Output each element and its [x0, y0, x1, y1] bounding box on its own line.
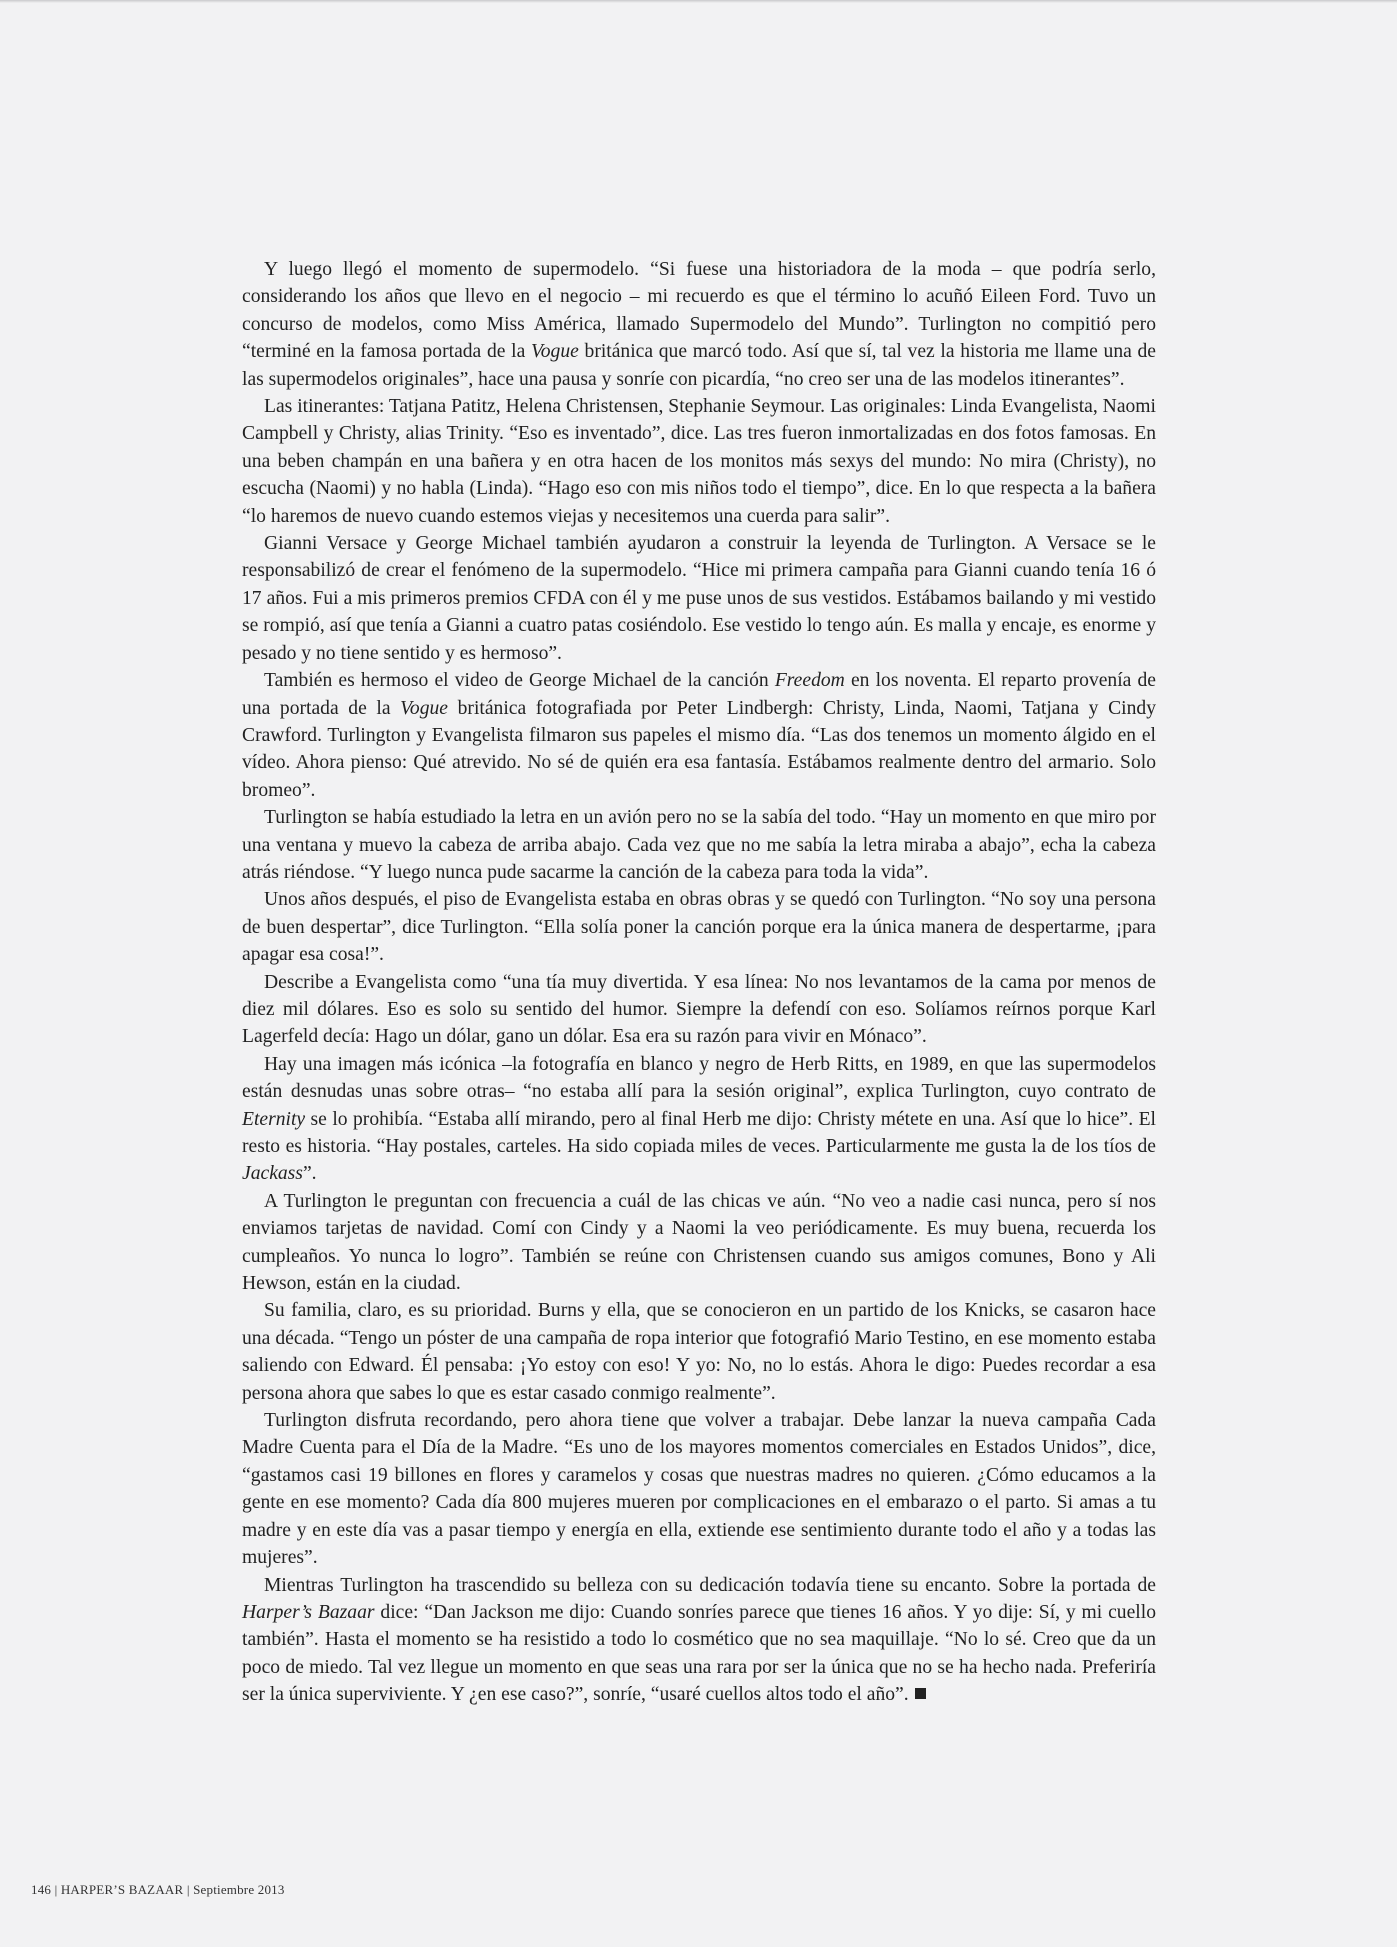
article-paragraph [242, 1572, 1156, 1709]
page-footer [31, 1882, 285, 1898]
article-paragraph [242, 530, 1156, 667]
paragraph-text: Mientras Turlington ha trascendido su belleza con su dedicación todavía tiene su encanto. Sobre la portada de [264, 1574, 1156, 1596]
article-paragraph [242, 804, 1156, 886]
paragraph-text: en los noventa. El reparto provenía de una portada de la [242, 670, 1157, 719]
magazine-name: HARPER’S BAZAAR [60, 1882, 184, 1897]
paragraph-text: También es hermoso el video de George Michael de la canción [264, 670, 775, 692]
article-paragraph [242, 1407, 1156, 1571]
issue-date: Septiembre 2013 [193, 1882, 285, 1897]
italic-title: Eternity [242, 1108, 306, 1130]
paragraph-text: Unos años después, el piso de Evangelista estaba en obras obras y se quedó con Turlington. “No soy una persona de buen despertar”, dice Turlington. “Ella solía poner la canción porque era la única manera de despertarme, ¡para apagar esa cosa!”. [242, 889, 1156, 966]
footer-separator: | [186, 1882, 190, 1897]
article-body [242, 256, 1156, 1709]
italic-title: Harper’s Bazaar [242, 1601, 375, 1623]
italic-title: Vogue [400, 697, 449, 719]
paragraph-text: dice: “Dan Jackson me dijo: Cuando sonríes parece que tienes 16 años. Y yo dije: Sí, y mi cuello también”. Hasta el momento se ha resistido a todo lo cosmético que no sea maquillaje. “No lo sé. Creo que da un poco de miedo. Tal vez llegue un momento en que seas una rara por ser la única que no se ha hecho nada. Preferiría ser la única superviviente. Y ¿en ese caso?”, sonríe, “usaré cuellos altos todo el año”. [242, 1601, 1156, 1706]
paragraph-text: A Turlington le preguntan con frecuencia a cuál de las chicas ve aún. “No veo a nadie casi nunca, pero sí nos enviamos tarjetas de navidad. Comí con Cindy y a Naomi la veo periódicamente. Es muy buena, recuerda los cumpleaños. Yo nunca lo logro”. También se reúne con Christensen cuando sus amigos comunes, Bono y Ali Hewson, están en la ciudad. [242, 1190, 1156, 1295]
paragraph-text: Su familia, claro, es su prioridad. Burns y ella, que se conocieron en un partido de los Knicks, se casaron hace una década. “Tengo un póster de una campaña de ropa interior que fotografió Mario Testino, en ese momento estaba saliendo con Edward. Él pensaba: ¡Yo estoy con eso! Y yo: No, no lo estás. Ahora le digo: Puedes recordar a esa persona ahora que sabes lo que es estar casado conmigo realmente”. [242, 1300, 1156, 1404]
paragraph-text: británica fotografiada por Peter Lindbergh: Christy, Linda, Naomi, Tatjana y Cindy Crawford. Turlington y Evangelista filmaron sus papeles el mismo día. “Las dos tenemos un momento álgido en el vídeo. Ahora pienso: Qué atrevido. No sé de quién era esa fantasía. Estábamos realmente dentro del armario. Solo bromeo”. [242, 697, 1156, 801]
paragraph-text: Turlington se había estudiado la letra en un avión pero no se la sabía del todo. “Hay un momento en que miro por una ventana y muevo la cabeza de arriba abajo. Cada vez que no me sabía la letra miraba a abajo”, echa la cabeza atrás riéndose. “Y luego nunca pude sacarme la canción de la cabeza para toda la vida”. [242, 807, 1156, 883]
paragraph-text: Las itinerantes: Tatjana Patitz, Helena Christensen, Stephanie Seymour. Las originales: Linda Evangelista, Naomi Campbell y Christy, alias Trinity. “Eso es inventado”, dice. Las tres fueron inmortalizadas en dos fotos famosas. En una beben champán en una bañera y en otra hacen de los monitos más sexys del mundo: No mira (Christy), no escucha (Naomi) y no habla (Linda). “Hago eso con mis niños todo el tiempo”, dice. En lo que respecta a la bañera “lo haremos de nuevo cuando estemos viejas y necesitemos una cuerda para salir”. [242, 396, 1156, 527]
scan-edge-shadow [0, 0, 1397, 3]
paragraph-text: Turlington disfruta recordando, pero ahora tiene que volver a trabajar. Debe lanzar la nueva campaña Cada Madre Cuenta para el Día de la Madre. “Es uno de los mayores momentos comerciales en Estados Unidos”, dice, “gastamos casi 19 billones en flores y caramelos y cosas que nuestras madres no quieren. ¿Cómo educamos a la gente en ese momento? Cada día 800 mujeres mueren por complicaciones en el embarazo o el parto. Si amas a tu madre y en este día vas a pasar tiempo y energía en ella, extiende ese sentimiento durante todo el año y a todas las mujeres”. [242, 1410, 1156, 1569]
paragraph-text: ”. [302, 1163, 317, 1185]
article-paragraph [242, 1188, 1156, 1298]
paragraph-text: Hay una imagen más icónica –la fotografía en blanco y negro de Herb Ritts, en 1989, en que las supermodelos están desnudas unas sobre otras– “no estaba allí para la sesión original”, explica Turlington, cuyo contrato de [242, 1053, 1156, 1103]
footer-separator: | [54, 1882, 58, 1897]
paragraph-text: británica que marcó todo. Así que sí, tal vez la historia me llame una de las supermodelos originales”, hace una pausa y sonríe con picardía, “no creo ser una de las modelos itinerantes”. [242, 341, 1156, 390]
article-paragraph [242, 393, 1156, 530]
article-paragraph [242, 969, 1156, 1051]
italic-title: Freedom [774, 670, 845, 692]
page-number: 146 [31, 1882, 52, 1897]
paragraph-text: Describe a Evangelista como “una tía muy divertida. Y esa línea: No nos levantamos de la cama por menos de diez mil dólares. Eso es solo su sentido del humor. Siempre la defendí con eso. Solíamos reírnos porque Karl Lagerfeld decía: Hago un dólar, gano un dólar. Esa era su razón para vivir en Mónaco”. [242, 971, 1156, 1048]
article-paragraph [242, 256, 1156, 393]
italic-title: Jackass [242, 1163, 303, 1185]
paragraph-text: Y luego llegó el momento de supermodelo. “Si fuese una historiadora de la moda – que podría serlo, considerando los años que llevo en el negocio – mi recuerdo es que el término lo acuñó Eileen Ford. Tuvo un concurso de modelos, como Miss América, llamado Supermodelo del Mundo”. Turlington no compitió pero “terminé en la famosa portada de la [242, 259, 1156, 363]
end-of-article-mark [915, 1688, 926, 1699]
article-paragraph [242, 886, 1156, 968]
article-paragraph [242, 1051, 1156, 1188]
article-paragraph [242, 667, 1156, 804]
article-paragraph [242, 1297, 1156, 1407]
italic-title: Vogue [530, 341, 579, 363]
paragraph-text: Gianni Versace y George Michael también ayudaron a construir la leyenda de Turlington. A Versace se le responsabilizó de crear el fenómeno de la supermodelo. “Hice mi primera campaña para Gianni cuando tenía 16 ó 17 años. Fui a mis primeros premios CFDA con él y me puse unos de sus vestidos. Estábamos bailando y mi vestido se rompió, así que tenía a Gianni a cuatro patas cosiéndolo. Ese vestido lo tengo aún. Es malla y encaje, es enorme y pesado y no tiene sentido y es hermoso”. [242, 533, 1156, 664]
paragraph-text: se lo prohibía. “Estaba allí mirando, pero al final Herb me dijo: Christy métete en una. Así que lo hice”. El resto es historia. “Hay postales, carteles. Ha sido copiada miles de veces. Particularmente me gusta la de los tíos de [242, 1108, 1156, 1157]
